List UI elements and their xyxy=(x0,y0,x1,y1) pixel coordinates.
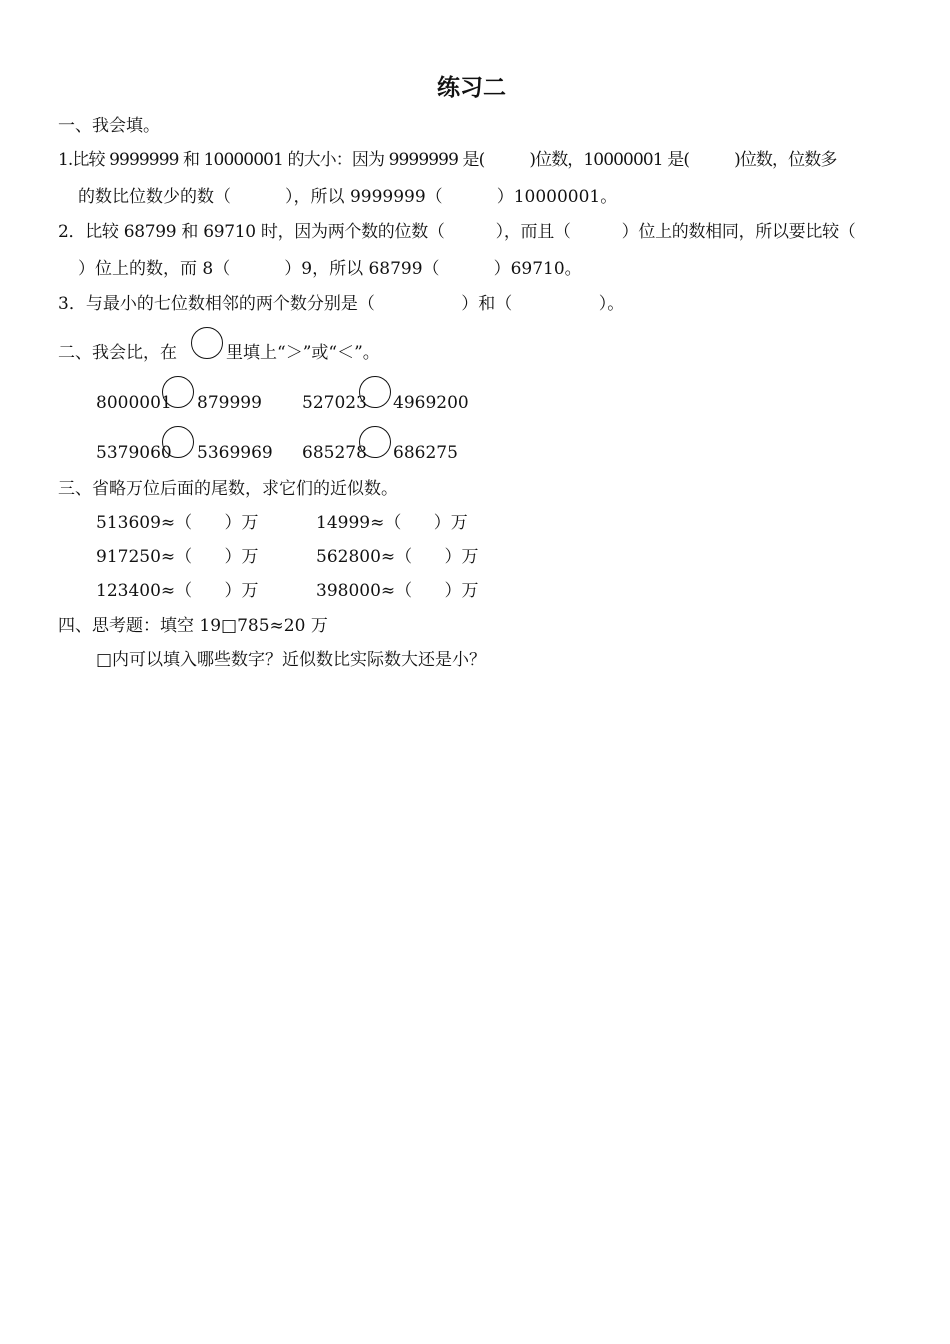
page-title: 练习二 xyxy=(437,75,506,101)
section-2-heading-start: 二、我会比，在 xyxy=(58,343,177,363)
compare-left-number: 685278 xyxy=(302,443,367,463)
approx-item: 513609≈（ ）万 xyxy=(96,513,259,533)
compare-blank-circle-icon[interactable] xyxy=(162,426,194,458)
question-1-line-1: 1.比较 9999999 和 10000001 的大小：因为 9999999 是( )位数，10000001 是( )位数，位数多 xyxy=(58,150,837,170)
section-2-heading-end: 里填上“＞”或“＜”。 xyxy=(226,343,380,363)
section-3-heading: 三、省略万位后面的尾数，求它们的近似数。 xyxy=(58,479,398,499)
question-1-line-2: 的数比位数少的数（ ），所以 9999999（ ）10000001。 xyxy=(78,187,618,207)
compare-blank-circle-icon[interactable] xyxy=(359,376,391,408)
section-4-question: □内可以填入哪些数字？近似数比实际数大还是小？ xyxy=(96,650,487,670)
compare-right-number: 4969200 xyxy=(393,393,469,413)
question-2-line-2: ）位上的数，而 8（ ）9，所以 68799（ ）69710。 xyxy=(78,259,582,279)
compare-right-number: 879999 xyxy=(197,393,262,413)
approx-item: 14999≈（ ）万 xyxy=(316,513,468,533)
compare-left-number: 8000001 xyxy=(96,393,172,413)
approx-item: 917250≈（ ）万 xyxy=(96,547,259,567)
section-1-heading: 一、我会填。 xyxy=(58,116,160,136)
question-3: 3．与最小的七位数相邻的两个数分别是（ ）和（ ）。 xyxy=(58,294,625,314)
compare-left-number: 527023 xyxy=(302,393,367,413)
approx-item: 562800≈（ ）万 xyxy=(316,547,479,567)
approx-item: 398000≈（ ）万 xyxy=(316,581,479,601)
compare-blank-circle-icon[interactable] xyxy=(162,376,194,408)
section-4-heading: 四、思考题：填空 19□785≈20 万 xyxy=(58,616,328,636)
approx-item: 123400≈（ ）万 xyxy=(96,581,259,601)
blank-circle-icon xyxy=(191,327,223,359)
compare-right-number: 686275 xyxy=(393,443,458,463)
compare-left-number: 5379060 xyxy=(96,443,172,463)
question-2-line-1: 2．比较 68799 和 69710 时，因为两个数的位数（ ），而且（ ）位上的数相同，所以要比较（ xyxy=(58,222,856,242)
compare-blank-circle-icon[interactable] xyxy=(359,426,391,458)
compare-right-number: 5369969 xyxy=(197,443,273,463)
